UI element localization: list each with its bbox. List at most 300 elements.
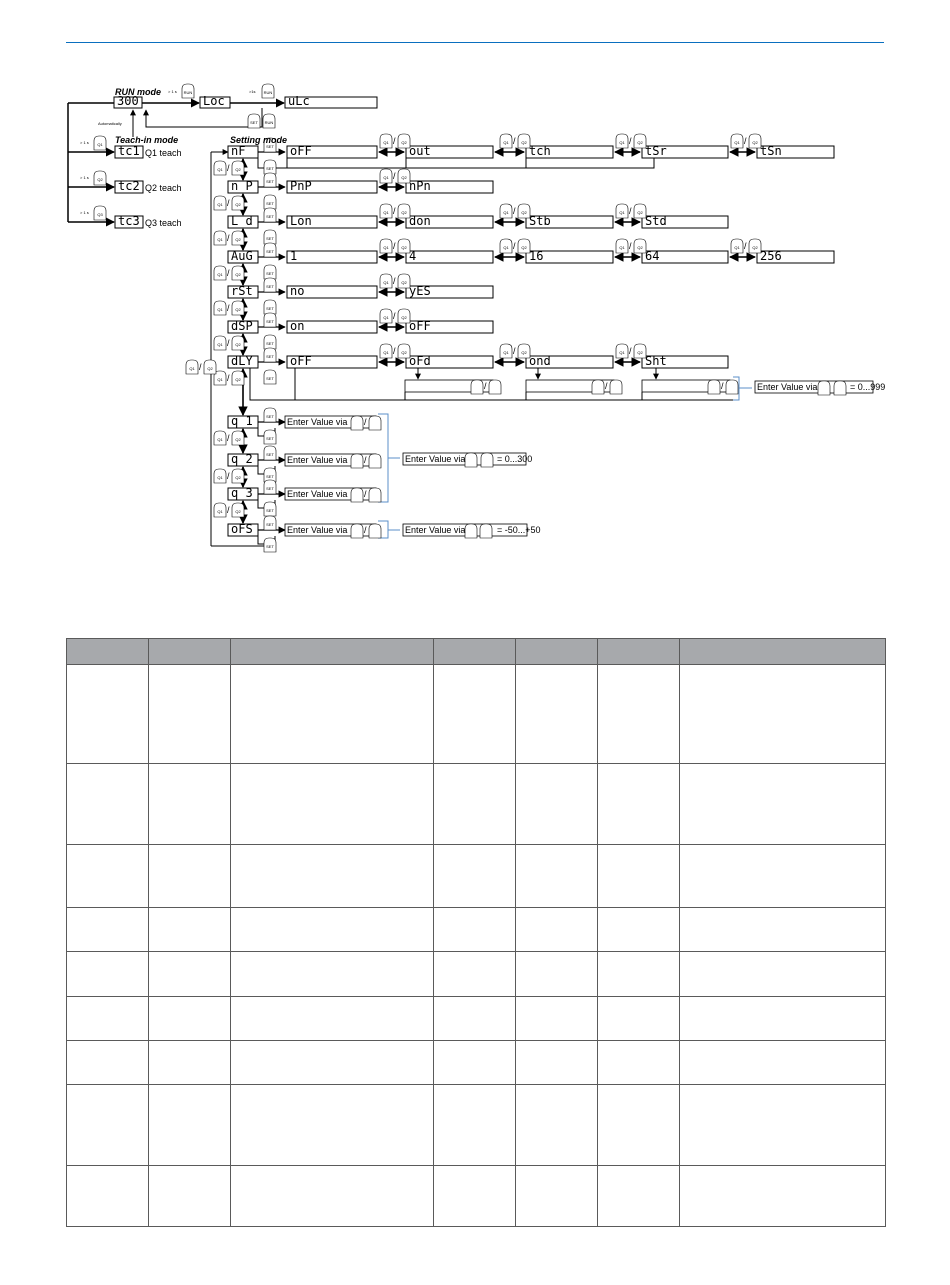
push-button-icon	[616, 239, 628, 253]
push-button-label: Q2	[521, 245, 527, 250]
slash-separator: /	[744, 136, 747, 146]
push-button-icon	[214, 196, 226, 210]
push-button-label: Q2	[637, 210, 643, 215]
push-button-label: SET	[266, 354, 274, 359]
run-mode-title: RUN mode	[115, 87, 162, 97]
push-button-label: Q2	[521, 140, 527, 145]
table-header-cell	[434, 639, 516, 665]
table-header-cell	[598, 639, 680, 665]
push-button-label: Q2	[752, 140, 758, 145]
slash-separator: /	[513, 241, 516, 251]
push-button-label: Q1	[217, 437, 223, 442]
table-header-row	[67, 639, 886, 665]
push-button-icon	[834, 381, 846, 395]
slash-separator: /	[393, 136, 396, 146]
parameter-display-text: dLY	[231, 354, 253, 368]
push-button-label: Q1	[217, 307, 223, 312]
push-button-icon	[232, 161, 244, 175]
parameter-display-text: nF	[231, 144, 246, 158]
push-button-icon	[351, 416, 363, 430]
push-button-icon	[264, 348, 276, 362]
push-button-label: Q2	[401, 175, 407, 180]
option-display-text: oFF	[290, 354, 312, 368]
parameter-display-text: dSP	[231, 319, 253, 333]
push-button-outline	[369, 416, 381, 430]
option-display-text: oFd	[409, 354, 431, 368]
push-button-icon	[369, 488, 381, 502]
push-button-label: Q2	[521, 350, 527, 355]
push-button-icon	[94, 136, 106, 150]
push-button-outline	[480, 524, 492, 538]
table-cell	[67, 1166, 149, 1227]
option-display-text: 16	[529, 249, 544, 263]
push-button-icon	[500, 134, 512, 148]
hold-time-label: > 1 s	[80, 140, 89, 145]
slash-separator: /	[364, 417, 367, 427]
push-button-icon	[232, 266, 244, 280]
push-button-icon	[264, 335, 276, 349]
push-button-icon	[204, 360, 216, 374]
table-cell	[680, 952, 886, 997]
table-row	[67, 997, 886, 1041]
teach-label: Q3 teach	[145, 218, 182, 228]
push-button-label: Q1	[734, 245, 740, 250]
option-display-text: Std	[645, 214, 667, 228]
push-button-icon	[264, 430, 276, 444]
option-display-text: 1	[290, 249, 298, 263]
push-button-icon	[264, 502, 276, 516]
push-button-label: SET	[250, 120, 258, 125]
push-button-icon	[263, 114, 275, 128]
table-cell	[67, 1041, 149, 1085]
menu-structure-diagram	[0, 0, 950, 560]
teach-display-text: tc2	[118, 179, 140, 193]
push-button-label: Q2	[235, 237, 241, 242]
push-button-outline	[351, 454, 363, 468]
slash-separator: /	[513, 206, 516, 216]
push-button-label: SET	[266, 319, 274, 324]
push-button-label: Q1	[217, 272, 223, 277]
push-button-label: Q2	[235, 307, 241, 312]
push-button-label: Q2	[235, 167, 241, 172]
table-cell	[680, 908, 886, 952]
push-button-icon	[610, 380, 622, 394]
push-button-label: Q1	[189, 366, 195, 371]
connector-line	[146, 108, 262, 127]
push-button-icon	[264, 446, 276, 460]
push-button-label: SET	[266, 376, 274, 381]
push-button-label: Q3	[97, 212, 103, 217]
table-cell	[516, 665, 598, 764]
table-cell	[149, 1166, 231, 1227]
push-button-icon	[380, 134, 392, 148]
push-button-label: Q2	[401, 245, 407, 250]
push-button-icon	[94, 171, 106, 185]
table-cell	[516, 1041, 598, 1085]
push-button-outline	[351, 488, 363, 502]
option-display-text: on	[290, 319, 305, 333]
table-row	[67, 952, 886, 997]
table-cell	[516, 764, 598, 845]
push-button-label: Q2	[637, 350, 643, 355]
slash-separator: /	[513, 346, 516, 356]
option-display-text: yES	[409, 284, 431, 298]
push-button-label: SET	[266, 522, 274, 527]
push-button-icon	[264, 208, 276, 222]
slash-separator: /	[721, 381, 724, 391]
push-button-icon	[351, 488, 363, 502]
push-button-icon	[264, 278, 276, 292]
slash-separator: /	[199, 362, 202, 372]
slash-separator: /	[629, 241, 632, 251]
push-button-icon	[232, 469, 244, 483]
table-cell	[231, 845, 434, 908]
table-cell	[516, 997, 598, 1041]
push-button-label: SET	[266, 508, 274, 513]
parameter-display-text: q_1	[231, 414, 253, 428]
table-cell	[680, 997, 886, 1041]
push-button-icon	[380, 169, 392, 183]
push-button-icon	[592, 380, 604, 394]
push-button-icon	[465, 453, 477, 467]
connector-line	[258, 158, 654, 168]
push-button-icon	[214, 503, 226, 517]
push-button-icon	[264, 243, 276, 257]
push-button-outline	[592, 380, 604, 394]
push-button-label: Q1	[383, 350, 389, 355]
push-button-label: Q2	[235, 342, 241, 347]
push-button-icon	[616, 134, 628, 148]
table-cell	[516, 908, 598, 952]
push-button-icon	[232, 336, 244, 350]
push-button-label: Q1	[383, 280, 389, 285]
value-range: = 0...300	[497, 454, 533, 464]
table-cell	[231, 665, 434, 764]
push-button-label: Q1	[217, 202, 223, 207]
push-button-icon	[232, 503, 244, 517]
table-cell	[231, 908, 434, 952]
push-button-label: Q2	[235, 475, 241, 480]
slash-separator: /	[605, 381, 608, 391]
table-cell	[598, 1166, 680, 1227]
hold-time-label: > 1 s	[168, 89, 177, 94]
loc-display-text: Loc	[203, 94, 225, 108]
push-button-label: RUN	[183, 90, 193, 95]
push-button-label: SET	[266, 284, 274, 289]
option-display	[287, 251, 377, 263]
push-button-outline	[481, 453, 493, 467]
enter-value-label: Enter Value via	[287, 455, 348, 465]
push-button-icon	[214, 431, 226, 445]
push-button-label: Q1	[503, 350, 509, 355]
table-header-cell	[680, 639, 886, 665]
value-range: = -50...+50	[497, 525, 541, 535]
push-button-label: RUN	[264, 120, 274, 125]
slash-separator: /	[393, 171, 396, 181]
table-cell	[231, 997, 434, 1041]
push-button-label: Q2	[235, 437, 241, 442]
option-display-text: 64	[645, 249, 660, 263]
table-cell	[67, 952, 149, 997]
push-button-outline	[471, 380, 483, 394]
push-button-label: Q2	[401, 140, 407, 145]
slash-separator: /	[364, 455, 367, 465]
table-cell	[434, 1085, 516, 1166]
push-button-icon	[264, 370, 276, 384]
push-button-label: Q2	[752, 245, 758, 250]
table-cell	[149, 1041, 231, 1085]
slash-separator: /	[227, 338, 230, 348]
push-button-icon	[264, 300, 276, 314]
option-display-text: 256	[760, 249, 782, 263]
push-button-label: SET	[266, 249, 274, 254]
option-display-text: tSr	[645, 144, 667, 158]
table-cell	[434, 908, 516, 952]
push-button-icon	[264, 408, 276, 422]
slash-separator: /	[744, 241, 747, 251]
table-row	[67, 908, 886, 952]
push-button-label: Q1	[383, 175, 389, 180]
push-button-label: Q1	[619, 245, 625, 250]
push-button-label: SET	[266, 236, 274, 241]
value-range: = 0...999	[850, 382, 886, 392]
push-button-label: Q1	[217, 377, 223, 382]
push-button-icon	[232, 231, 244, 245]
table-cell	[516, 952, 598, 997]
table-row	[67, 665, 886, 764]
table-cell	[598, 845, 680, 908]
push-button-icon	[380, 344, 392, 358]
slash-separator: /	[484, 381, 487, 391]
option-display	[406, 251, 493, 263]
push-button-icon	[380, 239, 392, 253]
slash-separator: /	[393, 311, 396, 321]
table-cell	[149, 908, 231, 952]
push-button-label: SET	[266, 486, 274, 491]
option-display-text: tSn	[760, 144, 782, 158]
option-display-text: Sht	[645, 354, 667, 368]
table-cell	[598, 952, 680, 997]
table-cell	[516, 845, 598, 908]
push-button-icon	[186, 360, 198, 374]
table-header-cell	[231, 639, 434, 665]
push-button-outline	[610, 380, 622, 394]
table-row	[67, 1166, 886, 1227]
slash-separator: /	[513, 136, 516, 146]
table-cell	[67, 845, 149, 908]
push-button-outline	[489, 380, 501, 394]
teach-label: Q2 teach	[145, 183, 182, 193]
push-button-label: RUN	[263, 90, 273, 95]
table-cell	[516, 1166, 598, 1227]
parameter-display-text: AuG	[231, 249, 253, 263]
parameter-display-text: q_2	[231, 452, 253, 466]
push-button-label: SET	[266, 474, 274, 479]
push-button-label: Q2	[207, 366, 213, 371]
slash-separator: /	[227, 505, 230, 515]
push-button-label: Q1	[217, 509, 223, 514]
table-cell	[434, 1166, 516, 1227]
hold-time-label: > 1 s	[80, 175, 89, 180]
push-button-label: SET	[266, 201, 274, 206]
slash-separator: /	[227, 268, 230, 278]
push-button-icon	[232, 371, 244, 385]
push-button-icon	[214, 161, 226, 175]
automatically-label: Automatically	[98, 121, 122, 126]
push-button-label: Q1	[503, 245, 509, 250]
push-button-icon	[182, 84, 194, 98]
table-row	[67, 845, 886, 908]
parameter-display-text: L_d	[231, 214, 253, 228]
slash-separator: /	[364, 525, 367, 535]
push-button-label: Q1	[383, 140, 389, 145]
option-display-text: PnP	[290, 179, 312, 193]
slash-separator: /	[393, 346, 396, 356]
slash-separator: /	[227, 163, 230, 173]
table-cell	[149, 845, 231, 908]
option-display-text: no	[290, 284, 305, 298]
option-display-text: out	[409, 144, 431, 158]
table-cell	[434, 845, 516, 908]
table-cell	[598, 908, 680, 952]
slash-separator: /	[227, 303, 230, 313]
push-button-label: Q1	[383, 210, 389, 215]
push-button-icon	[214, 336, 226, 350]
option-display-text: Lon	[290, 214, 312, 228]
push-button-outline	[351, 416, 363, 430]
push-button-label: Q1	[503, 140, 509, 145]
setting-mode-title: Setting mode	[230, 135, 288, 145]
push-button-label: Q1	[383, 315, 389, 320]
hold-time-label: >1s	[249, 89, 256, 94]
push-button-label: SET	[266, 544, 274, 549]
option-display-text: ond	[529, 354, 551, 368]
push-button-label: Q1	[503, 210, 509, 215]
table-cell	[149, 997, 231, 1041]
push-button-icon	[708, 380, 720, 394]
push-button-icon	[369, 524, 381, 538]
table-cell	[231, 952, 434, 997]
slash-separator: /	[227, 373, 230, 383]
option-display-text: don	[409, 214, 431, 228]
table-cell	[680, 1166, 886, 1227]
push-button-label: Q2	[97, 177, 103, 182]
table-cell	[149, 665, 231, 764]
push-button-icon	[369, 454, 381, 468]
table-row	[67, 764, 886, 845]
option-display-text: Stb	[529, 214, 551, 228]
table-cell	[231, 1085, 434, 1166]
option-display-text: nPn	[409, 179, 431, 193]
push-button-label: SET	[266, 341, 274, 346]
push-button-icon	[264, 195, 276, 209]
enter-value-label: Enter Value via	[287, 489, 348, 499]
table-cell	[67, 1085, 149, 1166]
push-button-icon	[480, 524, 492, 538]
push-button-label: SET	[266, 166, 274, 171]
push-button-icon	[616, 344, 628, 358]
parameter-display-text: n_P	[231, 179, 253, 193]
push-button-outline	[369, 488, 381, 502]
push-button-label: Q1	[217, 475, 223, 480]
table-cell	[598, 1041, 680, 1085]
push-button-icon	[465, 524, 477, 538]
teach-label: Q1 teach	[145, 148, 182, 158]
push-button-icon	[264, 173, 276, 187]
slash-separator: /	[227, 233, 230, 243]
table-row	[67, 1041, 886, 1085]
slash-separator: /	[227, 433, 230, 443]
push-button-icon	[264, 516, 276, 530]
teach-display-text: tc1	[118, 144, 140, 158]
table-cell	[231, 1041, 434, 1085]
push-button-icon	[264, 538, 276, 552]
push-button-outline	[465, 524, 477, 538]
table-cell	[680, 665, 886, 764]
table-cell	[149, 1085, 231, 1166]
push-button-label: Q2	[401, 350, 407, 355]
push-button-icon	[489, 380, 501, 394]
enter-value-label: Enter Value via	[287, 417, 348, 427]
slash-separator: /	[227, 198, 230, 208]
push-button-icon	[351, 454, 363, 468]
table-header-cell	[149, 639, 231, 665]
push-button-label: Q1	[97, 142, 103, 147]
push-button-label: SET	[266, 452, 274, 457]
push-button-icon	[500, 204, 512, 218]
push-button-icon	[214, 301, 226, 315]
table-cell	[67, 997, 149, 1041]
slash-separator: /	[364, 489, 367, 499]
table-cell	[67, 764, 149, 845]
push-button-outline	[465, 453, 477, 467]
push-button-icon	[214, 469, 226, 483]
push-button-outline	[369, 454, 381, 468]
push-button-icon	[264, 480, 276, 494]
push-button-icon	[616, 204, 628, 218]
option-display-text: 4	[409, 249, 417, 263]
table-cell	[434, 952, 516, 997]
slash-separator: /	[227, 471, 230, 481]
push-button-label: Q2	[521, 210, 527, 215]
table-cell	[149, 952, 231, 997]
push-button-outline	[708, 380, 720, 394]
push-button-label: Q1	[383, 245, 389, 250]
table-cell	[231, 764, 434, 845]
push-button-label: Q1	[734, 140, 740, 145]
table-cell	[680, 845, 886, 908]
push-button-label: SET	[266, 214, 274, 219]
push-button-label: Q1	[619, 350, 625, 355]
table-cell	[231, 1166, 434, 1227]
push-button-label: SET	[266, 144, 274, 149]
push-button-label: Q1	[619, 140, 625, 145]
push-button-icon	[500, 344, 512, 358]
push-button-icon	[94, 206, 106, 220]
table-cell	[434, 764, 516, 845]
hold-time-label: > 1 s	[80, 210, 89, 215]
push-button-label: Q2	[401, 210, 407, 215]
push-button-label: Q1	[217, 167, 223, 172]
table-cell	[67, 665, 149, 764]
slash-separator: /	[629, 346, 632, 356]
push-button-icon	[731, 239, 743, 253]
push-button-icon	[264, 265, 276, 279]
push-button-icon	[232, 301, 244, 315]
enter-value-label: Enter Value via	[287, 525, 348, 535]
push-button-icon	[726, 380, 738, 394]
push-button-icon	[369, 416, 381, 430]
